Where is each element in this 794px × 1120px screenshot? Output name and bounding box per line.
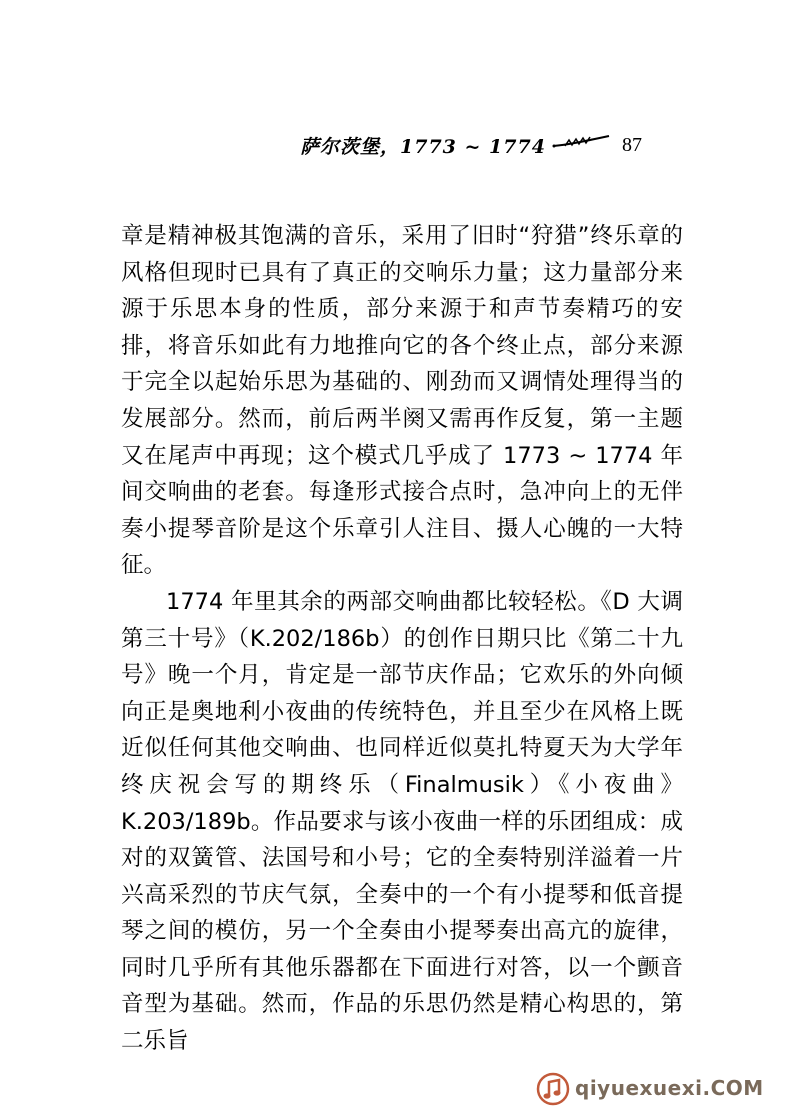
body-text — [121, 218, 683, 1060]
paragraph-1: 章是精神极其饱满的音乐，采用了旧时“狩猎”终乐章的风格但现时已具有了真正的交响乐力量；这力量部分来源于乐思本身的性质，部分来源于和声节奏精巧的安排，将音乐如此有力地推向它的各个终止点，部分来源于完全以起始乐思为基础的、刚劲而又调情处理得当的发展部分。然而，前后两半阕又需再作反复，第一主题又在尾声中再现；这个模式几乎成了 1773 ~ 1774 年间交响曲的老套。每逢形式接合点时，急冲向上的无伴奏小提琴音阶是这个乐章引人注目、摄人心魄的一大特征。 — [121, 223, 683, 579]
ornament-icon — [551, 134, 611, 154]
paragraph-2: 1774 年里其余的两部交响曲都比较轻松。《D 大调第三十号》（K.202/186b）的创作日期只比《第二十九号》晚一个月，肯定是一部节庆作品；它欢乐的外向倾向正是奥地利小夜曲的传统特色，并且至少在风格上既近似任何其他交响曲、也同样近似莫扎特夏天为大学年终庆祝会写的期终乐（Finalmusik）《小夜曲》K.203/189b。作品要求与该小夜曲一样的乐团组成：成对的双簧管、法国号和小号；它的全奏特别洋溢着一片兴高采烈的节庆气氛，全奏中的一个有小提琴和低音提琴之间的模仿，另一个全奏由小提琴奏出高亢的旋律，同时几乎所有其他乐器都在下面进行对答，以一个颤音音型为基础。然而，作品的乐思仍然是精心构思的，第二乐旨 — [121, 588, 683, 1055]
watermark-text: qiyuexuexi.COM — [575, 1076, 764, 1100]
watermark — [535, 1070, 785, 1110]
running-head — [300, 128, 660, 162]
running-title: 萨尔茨堡，1773 ~ 1774 — [300, 136, 546, 158]
music-note-logo-icon — [535, 1072, 571, 1106]
page-number: 87 — [622, 134, 642, 156]
